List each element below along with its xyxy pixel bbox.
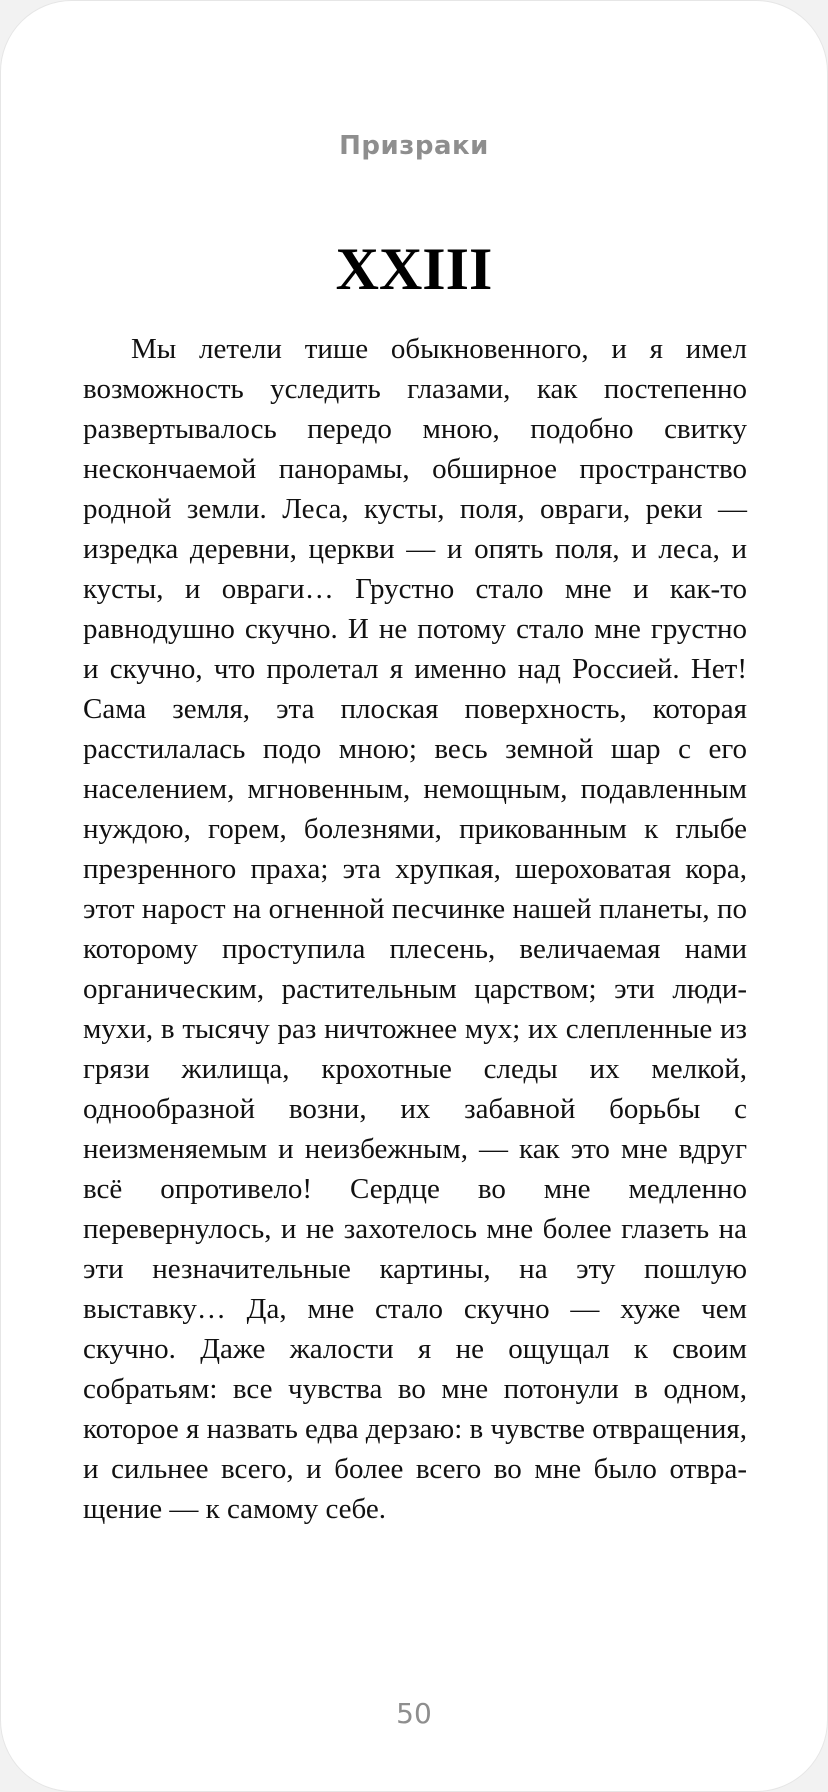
chapter-heading: XXIII — [335, 236, 493, 302]
chapter-text: Мы летели тише обыкновенного, и я имел возможность уследить глазами, как постепенно развертывалось передо мною, подобно свитку нескончаемой панорамы, обширное пространство родной земли. Леса, кусты, поля, овраги, реки — изредка деревни, церкви — и опять поля, и леса, и кусты, и овраги… Грустно стало мне и как-то равнодушно скучно. И не потому стало мне грустно и скучно, что пролетал я именно над Россией. Нет! Сама земля, эта плоская поверхность, которая расстилалась подо мною; весь земной шар с его населением, мгновенным, немощным, подавленным нуждою, горем, болезнями, прикованным к глыбе презренного праха; эта хрупкая, шероховатая кора, этот нарост на огненной песчинке нашей планеты, по которому проступила плесень, величаемая нами органическим, растительным царством; эти люди-мухи, в тысячу раз ничтожнее мух; их слепленные из грязи жилища, крохотные следы их мелкой, однообразной возни, их забавной борьбы с неизменяемым и неизбежным, — как это мне вдруг всё опротивело! Сердце во мне медленно перевернулось, и не захотелось мне более глазеть на эти незначительные картины, на эту пошлую выставку… Да, мне стало скучно — хуже чем скучно. Даже жалости я не ощущал к своим собратьям: все чувства во мне потонули в одном, которое я назвать едва дерзаю: в чувстве отвращения, и сильнее всего, и более всего во мне было отвращение — к самому себе. — [83, 333, 747, 1525]
book-title: Призраки — [339, 131, 489, 161]
page-number: 50 — [396, 1697, 432, 1730]
